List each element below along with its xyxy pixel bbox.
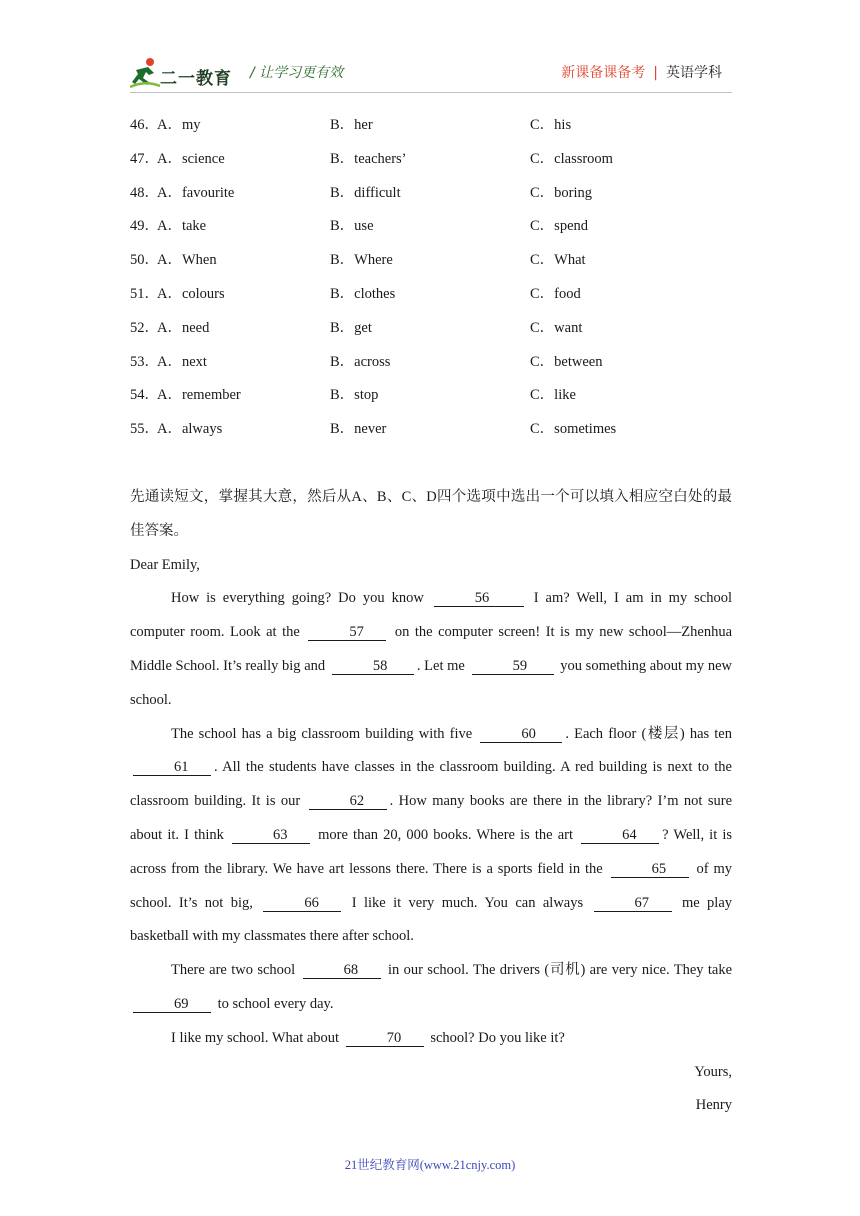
text-run: ? Well, it is across from the library. We have art lessons there. There is a sports field in the: [130, 826, 733, 877]
text-run: you something about my new school.: [130, 657, 733, 708]
text-run: to school every day.: [217, 995, 334, 1012]
letter-closing: Yours,: [694, 1063, 732, 1080]
option-a: A．remember: [157, 387, 241, 404]
option-c: C．classroom: [530, 150, 613, 167]
blank-67: 67: [594, 895, 672, 912]
option-c: C．sometimes: [530, 421, 617, 438]
blank-65: 65: [611, 861, 689, 878]
text-run: The school has a big classroom building with five: [171, 725, 473, 742]
question-number: 52．: [130, 319, 159, 336]
paragraph-1: [130, 582, 732, 717]
text-run: . Let me: [416, 657, 465, 674]
text-run: . How many books are there in the library? I’m not sure about it. I think: [130, 793, 733, 843]
option-c: C．want: [530, 319, 583, 336]
logo-text: 二一教育: [160, 69, 232, 89]
runner-logo-icon: [130, 56, 160, 88]
question-number: 50．: [130, 252, 159, 269]
option-c: C．his: [530, 117, 572, 133]
blank-63: 63: [232, 827, 310, 844]
logo: [130, 56, 240, 90]
blank-61: 61: [133, 759, 211, 776]
blank-68: 68: [303, 962, 381, 979]
option-row: [130, 248, 732, 282]
letter-greeting: Dear Emily,: [130, 556, 200, 573]
option-c: C．What: [530, 252, 586, 269]
option-b: B．difficult: [330, 184, 401, 201]
header-separator: |: [653, 65, 658, 81]
option-row: [130, 181, 732, 215]
header-subject: 英语学科: [666, 65, 722, 81]
option-b: B．use: [330, 218, 374, 235]
option-b: B．get: [330, 319, 372, 336]
header-slogan: / 让学习更有效: [250, 65, 344, 81]
option-c: C．food: [530, 285, 581, 302]
question-number: 51．: [130, 285, 159, 302]
option-a: A．always: [157, 421, 223, 438]
blank-66: 66: [263, 895, 341, 912]
option-a: A．science: [157, 150, 225, 167]
text-run: . Each floor (楼层) has ten: [565, 725, 732, 742]
header-divider: [130, 92, 732, 93]
option-b: B．Where: [330, 252, 393, 269]
question-number: 55．: [130, 421, 159, 438]
text-run: . All the students have classes in the classroom building. A red building is next to the classroom building. It is our: [130, 759, 732, 810]
header-right: [561, 62, 722, 82]
instructions: 先通读短文，掌握其大意，然后从A、B、C、D四个选项中选出一个可以填入相应空白处的最佳答案。: [130, 489, 732, 539]
letter-signature: Henry: [695, 1097, 732, 1114]
option-row: [130, 383, 732, 417]
option-a: A．When: [157, 252, 217, 269]
option-row: [130, 316, 732, 350]
option-c: C．between: [530, 353, 603, 370]
option-b: B．her: [330, 117, 373, 133]
paragraph-2: [130, 718, 732, 955]
option-c: C．like: [530, 387, 576, 404]
option-a: A．next: [157, 353, 207, 370]
blank-60: 60: [480, 726, 562, 743]
question-number: 47．: [130, 150, 159, 167]
option-a: A．favourite: [157, 184, 235, 201]
question-number: 54．: [130, 387, 159, 404]
options-list: [130, 113, 732, 451]
option-b: B．never: [330, 421, 387, 438]
option-c: C．spend: [530, 218, 588, 235]
option-a: A．my: [157, 117, 201, 133]
question-number: 53．: [130, 353, 159, 370]
text-run: me play basketball with my classmates there after school.: [130, 894, 733, 945]
question-number: 48．: [130, 184, 159, 201]
question-number: 49．: [130, 218, 159, 235]
text-run: school? Do you like it?: [430, 1029, 565, 1046]
blank-58: 58: [332, 658, 414, 675]
page-header: [130, 52, 730, 92]
paragraph-4: [130, 1022, 732, 1056]
blank-69: 69: [133, 996, 211, 1013]
blank-56: 56: [434, 590, 524, 607]
paragraph-3: [130, 954, 732, 1022]
option-a: A．colours: [157, 285, 225, 302]
option-c: C．boring: [530, 184, 593, 201]
page-footer: 21世纪教育网(www.21cnjy.com): [344, 1158, 516, 1172]
option-row: [130, 417, 732, 451]
option-b: B．stop: [330, 387, 379, 404]
option-b: B．across: [330, 353, 391, 370]
blank-57: 57: [308, 624, 386, 641]
blank-59: 59: [472, 658, 554, 675]
blank-70: 70: [346, 1030, 424, 1047]
option-row: [130, 113, 732, 147]
option-b: B．teachers’: [330, 150, 407, 167]
option-row: [130, 350, 732, 384]
text-run: more than 20, 000 books. Where is the art: [318, 826, 574, 843]
option-a: A．need: [157, 319, 210, 336]
blank-64: 64: [581, 827, 659, 844]
question-number: 46．: [130, 117, 159, 133]
text-run: on the computer screen! It is my new school—Zhenhua Middle School. It’s really big and: [130, 624, 733, 674]
text-run: I like my school. What about: [171, 1029, 340, 1046]
text-run: in our school. The drivers (司机) are very nice. They take: [387, 962, 733, 979]
option-row: [130, 214, 732, 248]
cloze-passage: [130, 481, 732, 1123]
header-tag-prep: 新课备课备考: [561, 65, 646, 81]
option-a: A．take: [157, 218, 207, 235]
option-row: [130, 282, 732, 316]
text-run: How is everything going? Do you know: [171, 590, 424, 607]
text-run: There are two school: [171, 962, 296, 979]
text-run: of my school. It’s not big,: [130, 860, 733, 911]
text-run: I am? Well, I am in my school computer room. Look at the: [130, 590, 733, 641]
text-run: I like it very much. You can always: [351, 894, 584, 911]
option-row: [130, 147, 732, 181]
option-b: B．clothes: [330, 285, 396, 302]
blank-62: 62: [309, 793, 387, 810]
